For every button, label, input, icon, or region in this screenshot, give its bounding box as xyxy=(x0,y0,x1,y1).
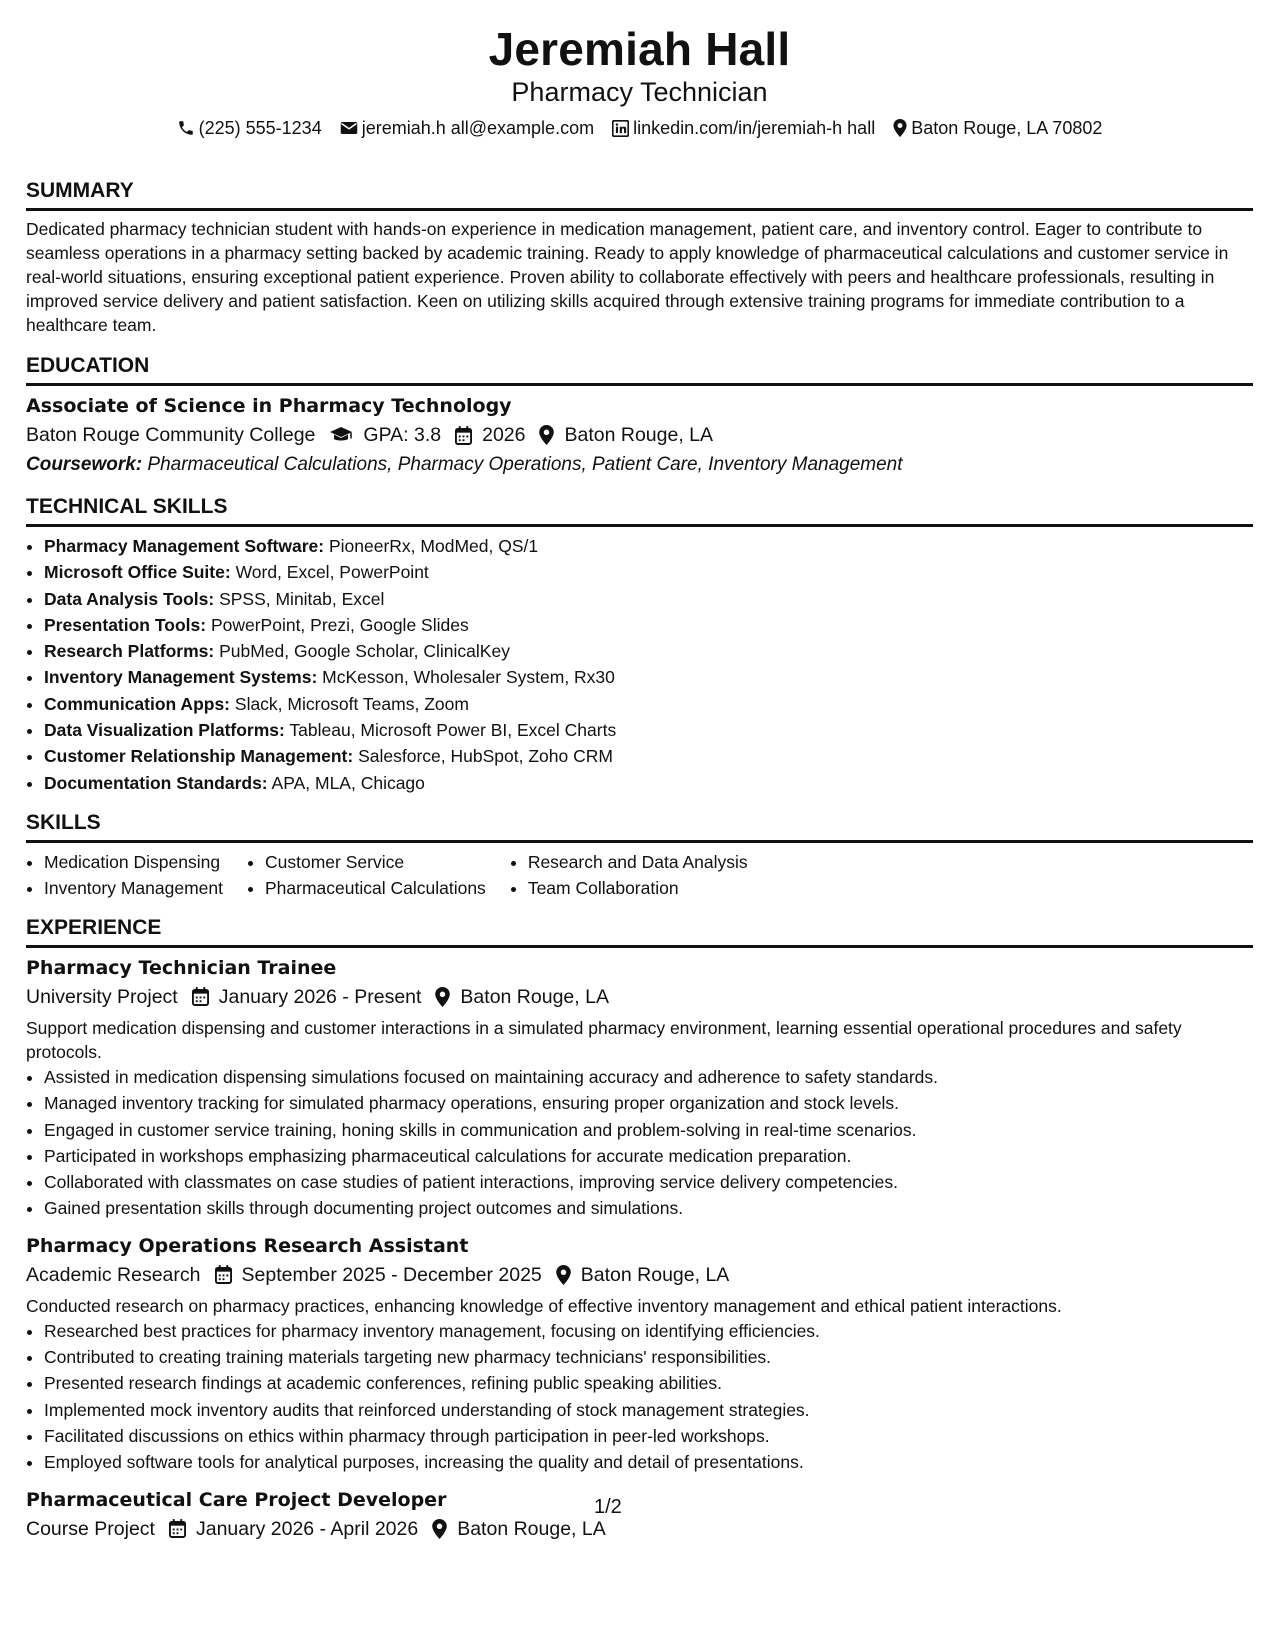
skill-label: Data Visualization Platforms: xyxy=(44,720,285,741)
skill-label: Research Platforms: xyxy=(44,641,215,662)
list-item xyxy=(44,638,1253,664)
job-org: Academic Research xyxy=(26,1263,201,1286)
resume-header xyxy=(26,24,1253,140)
candidate-name: Jeremiah Hall xyxy=(488,23,791,75)
job-title: Pharmacy Technician Trainee xyxy=(26,956,337,979)
contact-linkedin[interactable] xyxy=(612,116,875,140)
experience-entry xyxy=(26,954,1253,1222)
job-bullets xyxy=(26,1318,1253,1476)
skill-label: Inventory Management Systems: xyxy=(44,667,318,688)
calendar-icon xyxy=(455,426,472,445)
contact-phone xyxy=(177,116,322,140)
map-pin-icon xyxy=(556,1265,571,1285)
calendar-icon xyxy=(169,1519,186,1538)
linkedin-icon xyxy=(612,120,629,137)
skills-heading: SKILLS xyxy=(26,810,1253,843)
skill-label: Communication Apps: xyxy=(44,693,231,714)
gpa-text: GPA: 3.8 xyxy=(363,424,442,446)
job-meta xyxy=(26,982,1253,1012)
job-location: Baton Rouge, LA xyxy=(460,985,609,1008)
list-item: • Inventory Management xyxy=(44,875,223,901)
email-text: jeremiah.h all@example.com xyxy=(361,118,595,138)
linkedin-text: linkedin.com/in/jeremiah-h hall xyxy=(633,118,876,138)
skill-label: Documentation Standards: xyxy=(44,772,268,793)
skills-grid xyxy=(26,849,1253,901)
map-pin-icon xyxy=(539,425,554,445)
contact-bar xyxy=(26,116,1253,140)
list-item xyxy=(44,533,1253,559)
list-item: • Contributed to creating training materials targeting new pharmacy technicians' responsibilities. xyxy=(44,1344,1253,1370)
list-item: • Pharmaceutical Calculations xyxy=(265,875,486,901)
job-location: Baton Rouge, LA xyxy=(580,1263,730,1286)
job-summary: Conducted research on pharmacy practices, enhancing knowledge of effective inventory management and ethical patient interactions. xyxy=(26,1295,1062,1316)
technical-skills-section xyxy=(26,494,1253,796)
technical-skills-list xyxy=(26,533,1253,796)
job-dates: September 2025 - December 2025 xyxy=(241,1263,542,1286)
job-title: Pharmaceutical Care Project Developer xyxy=(26,1488,447,1511)
summary-text: Dedicated pharmacy technician student with hands-on experience in medication management, patient care, and inventory control. Eager to contribute to seamless operations in a pharmacy setting backed by academic training. Ready to apply knowledge of pharmaceutical calculations and customer service in real-world situations, ensuring exceptional patient experience. Proven ability to collaborate effectively with peers and healthcare professionals, resulting in improved service delivery and patient satisfaction. Keen on utilizing skills acquired through extensive training programs for immediate contribution to a healthcare team. xyxy=(26,219,1229,335)
experience-section xyxy=(26,915,1253,1544)
job-summary: Support medication dispensing and customer interactions in a simulated pharmacy environment, learning essential operational procedures and safety protocols. xyxy=(26,1017,1182,1062)
location-text: Baton Rouge, LA 70802 xyxy=(911,118,1103,138)
list-item xyxy=(44,743,1253,769)
envelope-icon xyxy=(340,120,358,136)
map-pin-icon xyxy=(435,987,450,1007)
skill-label: Data Analysis Tools: xyxy=(44,588,215,609)
calendar-icon xyxy=(192,987,209,1006)
map-pin-icon xyxy=(893,119,907,137)
education-section xyxy=(26,353,1253,480)
skill-value: McKesson, Wholesaler System, Rx30 xyxy=(322,667,615,688)
experience-entry xyxy=(26,1232,1253,1476)
graduation-cap-icon xyxy=(329,426,353,444)
skills-column xyxy=(247,849,486,901)
skill-label: Customer Relationship Management: xyxy=(44,746,354,767)
skill-value: Salesforce, HubSpot, Zoho CRM xyxy=(358,746,613,767)
technical-skills-heading: TECHNICAL SKILLS xyxy=(26,494,1253,527)
skill-value: Tableau, Microsoft Power BI, Excel Charts xyxy=(289,720,617,741)
phone-text: (225) 555-1234 xyxy=(198,118,322,138)
skill-value: Slack, Microsoft Teams, Zoom xyxy=(234,693,469,714)
list-item xyxy=(44,612,1253,638)
job-org: Course Project xyxy=(26,1517,155,1540)
coursework-list: Pharmaceutical Calculations, Pharmacy Operations, Patient Care, Inventory Management xyxy=(147,454,903,475)
list-item: • Customer Service xyxy=(265,849,486,875)
contact-location xyxy=(893,116,1102,140)
skill-label: Pharmacy Management Software: xyxy=(44,536,325,556)
list-item xyxy=(44,559,1253,585)
graduation-year: 2026 xyxy=(482,424,526,446)
list-item: • Researched best practices for pharmacy inventory management, focusing on identifying efficiencies. xyxy=(44,1318,1253,1344)
list-item: • Gained presentation skills through documenting project outcomes and simulations. xyxy=(44,1195,1253,1221)
degree-title: Associate of Science in Pharmacy Technology xyxy=(26,395,512,417)
calendar-icon xyxy=(215,1265,232,1284)
coursework-line xyxy=(26,450,1253,480)
job-dates: January 2026 - Present xyxy=(218,985,422,1008)
skill-value: SPSS, Minitab, Excel xyxy=(219,588,385,609)
list-item xyxy=(44,586,1253,612)
list-item: • Assisted in medication dispensing simulations focused on maintaining accuracy and adherence to safety standards. xyxy=(44,1064,1253,1090)
list-item: • Engaged in customer service training, honing skills in communication and problem-solving in real-time scenarios. xyxy=(44,1117,1253,1143)
list-item: • Participated in workshops emphasizing pharmaceutical calculations for accurate medication preparation. xyxy=(44,1143,1253,1169)
skill-value: Word, Excel, PowerPoint xyxy=(235,562,429,583)
job-location: Baton Rouge, LA xyxy=(457,1517,606,1540)
skill-label: Presentation Tools: xyxy=(44,614,207,635)
job-dates: January 2026 - April 2026 xyxy=(195,1517,419,1540)
job-bullets xyxy=(26,1064,1253,1222)
list-item: • Medication Dispensing xyxy=(44,849,223,875)
skills-section xyxy=(26,810,1253,901)
job-meta xyxy=(26,1260,1253,1290)
list-item: • Research and Data Analysis xyxy=(528,849,748,875)
list-item: • Team Collaboration xyxy=(528,875,748,901)
map-pin-icon xyxy=(432,1519,447,1539)
list-item: • Managed inventory tracking for simulated pharmacy operations, ensuring proper organization and stock levels. xyxy=(44,1090,1253,1116)
list-item xyxy=(44,717,1253,743)
summary-heading: SUMMARY xyxy=(26,178,1253,211)
list-item xyxy=(44,664,1253,690)
skill-value: PioneerRx, ModMed, QS/1 xyxy=(328,536,539,556)
skill-label: Microsoft Office Suite: xyxy=(44,562,231,583)
education-location: Baton Rouge, LA xyxy=(564,424,714,446)
phone-icon xyxy=(177,119,195,137)
page-number: 1/2 xyxy=(594,1496,622,1518)
experience-heading: EXPERIENCE xyxy=(26,915,1253,948)
education-meta xyxy=(26,420,1253,450)
list-item: • Implemented mock inventory audits that reinforced understanding of stock management strategies. xyxy=(44,1397,1253,1423)
list-item: • Presented research findings at academic conferences, refining public speaking abilities. xyxy=(44,1370,1253,1396)
list-item xyxy=(44,770,1253,796)
contact-email[interactable] xyxy=(340,116,594,140)
job-title: Pharmacy Operations Research Assistant xyxy=(26,1234,469,1257)
school-name: Baton Rouge Community College xyxy=(26,424,316,446)
skills-column xyxy=(510,849,748,901)
list-item: • Facilitated discussions on ethics within pharmacy through participation in peer-led workshops. xyxy=(44,1423,1253,1449)
job-meta xyxy=(26,1514,1253,1544)
list-item xyxy=(44,691,1253,717)
resume-page xyxy=(26,24,1253,1544)
experience-entry xyxy=(26,1486,1253,1544)
summary-section xyxy=(26,178,1253,337)
skills-column xyxy=(26,849,223,901)
candidate-title: Pharmacy Technician xyxy=(511,77,768,107)
coursework-label: Coursework: xyxy=(26,454,143,475)
list-item: • Employed software tools for analytical purposes, increasing the quality and detail of presentations. xyxy=(44,1449,1253,1475)
list-item: • Collaborated with classmates on case studies of patient interactions, improving service delivery competencies. xyxy=(44,1169,1253,1195)
education-heading: EDUCATION xyxy=(26,353,1253,386)
skill-value: PowerPoint, Prezi, Google Slides xyxy=(210,614,469,635)
skill-value: PubMed, Google Scholar, ClinicalKey xyxy=(219,641,510,662)
skill-value: APA, MLA, Chicago xyxy=(271,772,425,793)
job-org: University Project xyxy=(26,985,178,1008)
